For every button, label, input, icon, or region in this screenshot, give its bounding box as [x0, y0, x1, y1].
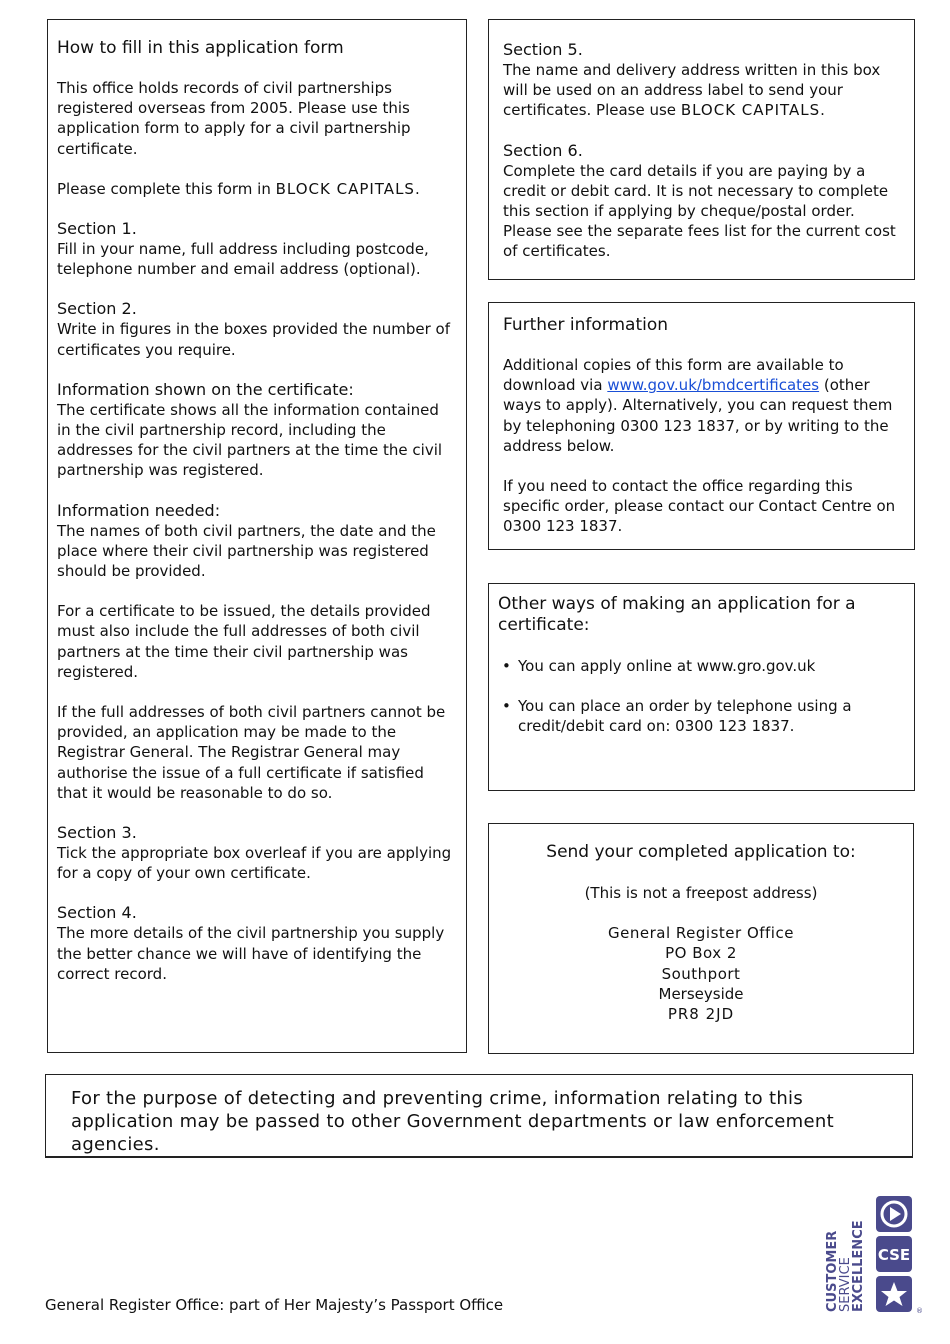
section-body: The name and delivery address written in this box will be used on an address label to send your certificates. Please use BLOCK CAPITALS. — [503, 61, 881, 120]
section-title: Section 1. — [57, 219, 137, 239]
further-info-paragraph: Additional copies of this form are available to download via www.gov.uk/bmdcertificates (other ways to apply). Alternatively, you can request them by telephoning 0300 123 1837, or by writing to the address below. — [503, 356, 893, 455]
instructions-panel — [47, 19, 467, 1053]
section-body: Complete the card details if you are paying by a credit or debit card. It is not necessary to complete this section if applying by cheque/postal order. Please see the separate fees list for the current cost of certificates. — [503, 161, 896, 261]
crime-notice-text: For the purpose of detecting and preventing crime, information relating to this application may be passed to other Government departments or law enforcement agencies. — [71, 1088, 834, 1155]
section-6 — [503, 141, 900, 262]
bmd-certificates-link[interactable]: www.gov.uk/bmdcertificates — [607, 376, 820, 395]
address-line: General Register Office — [608, 924, 794, 943]
footer-text: General Register Office: part of Her Majesty’s Passport Office — [45, 1296, 504, 1314]
section-title: Section 6. — [503, 140, 583, 160]
section-4 — [57, 903, 457, 984]
registrar-paragraph: If the full addresses of both civil partners cannot be provided, an application may be made to the Registrar General. The Registrar General may authorise the issue of a full certificate if satisfied that it would be reasonable to do so. — [57, 703, 446, 802]
logo-text-excellence: EXCELLENCE — [851, 1220, 866, 1312]
list-item: • You can place an order by telephone using a credit/debit card on: 0300 123 1837. — [502, 697, 852, 736]
section-title: Information needed: — [57, 500, 221, 520]
other-ways-list — [498, 656, 905, 737]
section-body: The certificate shows all the information contained in the civil partnership record, including the addresses for the civil partners at the time the civil partnership was registered. — [57, 400, 443, 480]
crime-notice-panel — [45, 1074, 913, 1158]
section-5 — [503, 40, 900, 121]
section-title: Section 3. — [57, 823, 137, 843]
list-item: • You can apply online at www.gro.gov.uk — [502, 657, 816, 675]
block-capitals-paragraph: Please complete this form in BLOCK CAPITALS. — [57, 179, 421, 198]
address-line: Merseyside — [658, 984, 744, 1003]
section-title: Section 5. — [503, 40, 583, 59]
cse-badge-text: CSE — [877, 1246, 911, 1264]
sections-5-6-panel — [488, 19, 915, 280]
section-title: Section 4. — [57, 903, 137, 923]
send-heading: Send your completed application to: — [546, 842, 856, 862]
address-line: Southport — [661, 964, 741, 983]
logo-text-service: SERVICE — [838, 1257, 853, 1312]
address-line: PR8 2JD — [667, 1005, 735, 1024]
freepost-note: (This is not a freepost address) — [584, 884, 818, 902]
section-body: The more details of the civil partnership you supply the better chance we will have of identifying the correct record. — [57, 924, 445, 983]
further-info-heading: Further information — [503, 315, 669, 335]
contact-paragraph: If you need to contact the office regarding this specific order, please contact our Contact Centre on 0300 123 1837. — [503, 477, 896, 536]
customer-service-excellence-logo — [822, 1196, 922, 1314]
section-body: Tick the appropriate box overleaf if you are applying for a copy of your own certificate. — [57, 844, 452, 883]
section-body: Write in figures in the boxes provided the number of certificates you require. — [57, 320, 451, 359]
instructions-heading: How to fill in this application form — [57, 38, 344, 58]
registered-mark: ® — [916, 1307, 923, 1315]
cse-logo-graphic — [822, 1196, 922, 1314]
further-information-panel — [488, 302, 915, 550]
intro-paragraph: This office holds records of civil partnerships registered overseas from 2005. Please use this application form to apply for a civil partnership certificate. — [57, 79, 411, 158]
logo-text-customer: CUSTOMER — [825, 1230, 840, 1312]
other-ways-heading: Other ways of making an application for a certificate: — [498, 594, 856, 635]
info-needed — [57, 501, 457, 582]
other-ways-panel — [488, 583, 915, 791]
send-address-panel — [488, 823, 914, 1054]
bullet-icon: • — [502, 657, 511, 675]
section-body: Fill in your name, full address including postcode, telephone number and email address (optional). — [57, 240, 429, 279]
section-3 — [57, 823, 457, 883]
issue-paragraph: For a certificate to be issued, the details provided must also include the full addresses of both civil partners at the time their civil partnership was registered. — [57, 602, 431, 681]
section-2 — [57, 299, 457, 359]
address-line: PO Box 2 — [665, 944, 737, 963]
section-1 — [57, 219, 457, 279]
info-shown — [57, 380, 457, 481]
section-title: Information shown on the certificate: — [57, 379, 354, 399]
postal-address — [499, 923, 903, 1024]
section-body: The names of both civil partners, the date and the place where their civil partnership was registered should be provided. — [57, 521, 436, 581]
section-title: Section 2. — [57, 299, 137, 319]
bullet-icon: • — [502, 697, 511, 716]
